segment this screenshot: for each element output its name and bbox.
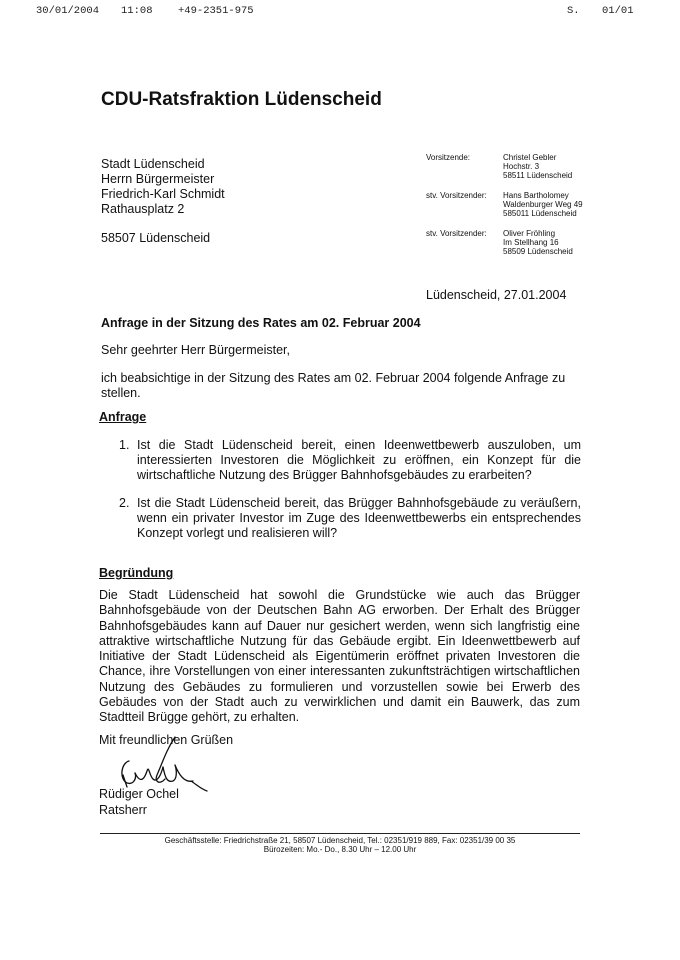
recipient-line: Stadt Lüdenscheid [101,157,205,171]
recipient-line: 58507 Lüdenscheid [101,231,211,245]
recipient-line: Rathausplatz 2 [101,202,185,216]
question-number: 1. [119,438,130,452]
signer-name: Rüdiger Ochel [99,787,179,801]
board-person-line: 58509 Lüdenscheid [503,247,573,256]
board-person [503,191,583,218]
board-person-line: Hochstr. 3 [503,162,540,171]
board-person [503,153,572,180]
fax-page-number: 01/01 [602,5,634,17]
recipient-line: Herrn Bürgermeister [101,172,215,186]
footer-address: Geschäftsstelle: Friedrichstraße 21, 58507 Lüdenscheid, Tel.: 02351/919 889, Fax: 02351/39 00 35 [164,836,516,845]
question-item [119,438,581,483]
board-role: stv. Vorsitzender: [426,229,487,238]
board-person-line: Waldenburger Weg 49 [503,200,583,209]
board-person [503,229,573,256]
section-heading-anfrage: Anfrage [99,410,147,424]
intro-paragraph: ich beabsichtige in der Sitzung des Rates am 02. Februar 2004 folgende Anfrage zu stellen. [101,371,566,400]
board-person-line: Im Stellhang 16 [503,238,559,247]
footer-divider [100,833,580,834]
closing-line: Mit freundlichen Grüßen [99,733,234,747]
reasoning-paragraph: Die Stadt Lüdenscheid hat sowohl die Grundstücke wie auch das Brügger Bahnhofsgebäude von der Deutschen Bahn AG erworben. Der Erhalt des Brügger Bahnhofsgebäudes kann auf Dauer nur gesichert werden, wenn sich langfristig eine attraktive wirtschaftliche Nutzung für das Gebäude ergibt. Ein Ideenwettbewerb auf Initiative der Stadt Lüdenscheid als Eigentümerin eröffnet privaten Investoren die Chance, ihre Vorstellungen von einer interessanten zukunftsträchtigen wirtschaftlichen Nutzung des Gebäudes zu formulieren und vorzustellen sowie bei Erwerb des Gebäudes von der Stadt auch zu verwirklichen und damit ein Bauwerk, das zum Stadtteil Brügge gehört, zu erhalten. [99,588,580,725]
board-person-line: Christel Gebler [503,153,557,162]
letterhead-title: CDU-Ratsfraktion Lüdenscheid [101,89,382,110]
section-heading-begruendung: Begründung [99,566,174,580]
fax-page-label: S. [567,5,580,17]
question-item [119,496,581,541]
board-person-line: Oliver Fröhling [503,229,556,238]
fax-time: 11:08 [121,5,153,17]
signer-role: Ratsherr [99,803,147,817]
letter-date: Lüdenscheid, 27.01.2004 [426,288,567,302]
recipient-address [101,157,225,246]
recipient-line: Friedrich-Karl Schmidt [101,187,225,201]
fax-date: 30/01/2004 [36,5,100,17]
board-person-line: 58511 Lüdenscheid [503,171,573,180]
footer-hours: Bürozeiten: Mo.- Do., 8.30 Uhr – 12.00 Uhr [263,845,417,854]
board-role: stv. Vorsitzender: [426,191,487,200]
board-role: Vorsitzende: [426,153,471,162]
question-text: Ist die Stadt Lüdenscheid bereit, einen Ideenwettbewerb auszuloben, um interessierten Investoren die Möglichkeit zu eröffnen, ein Konzept für die wirtschaftliche Nutzung des Brügger Bahnhofsgebäudes zu erarbeiten? [137,438,581,482]
fax-number: +49-2351-975 [178,5,254,17]
letter-subject: Anfrage in der Sitzung des Rates am 02. Februar 2004 [101,316,421,330]
salutation: Sehr geehrter Herr Bürgermeister, [101,343,290,357]
handwritten-signature [105,735,215,795]
board-person-line: Hans Bartholomey [503,191,569,200]
question-text: Ist die Stadt Lüdenscheid bereit, das Brügger Bahnhofsgebäude zu veräußern, wenn ein privater Investor im Zuge des Ideenwettbewerbs ein entsprechendes Konzept vorlegt und realisieren will? [137,496,581,540]
question-number: 2. [119,496,130,510]
board-person-line: 585011 Lüdenscheid [503,209,577,218]
